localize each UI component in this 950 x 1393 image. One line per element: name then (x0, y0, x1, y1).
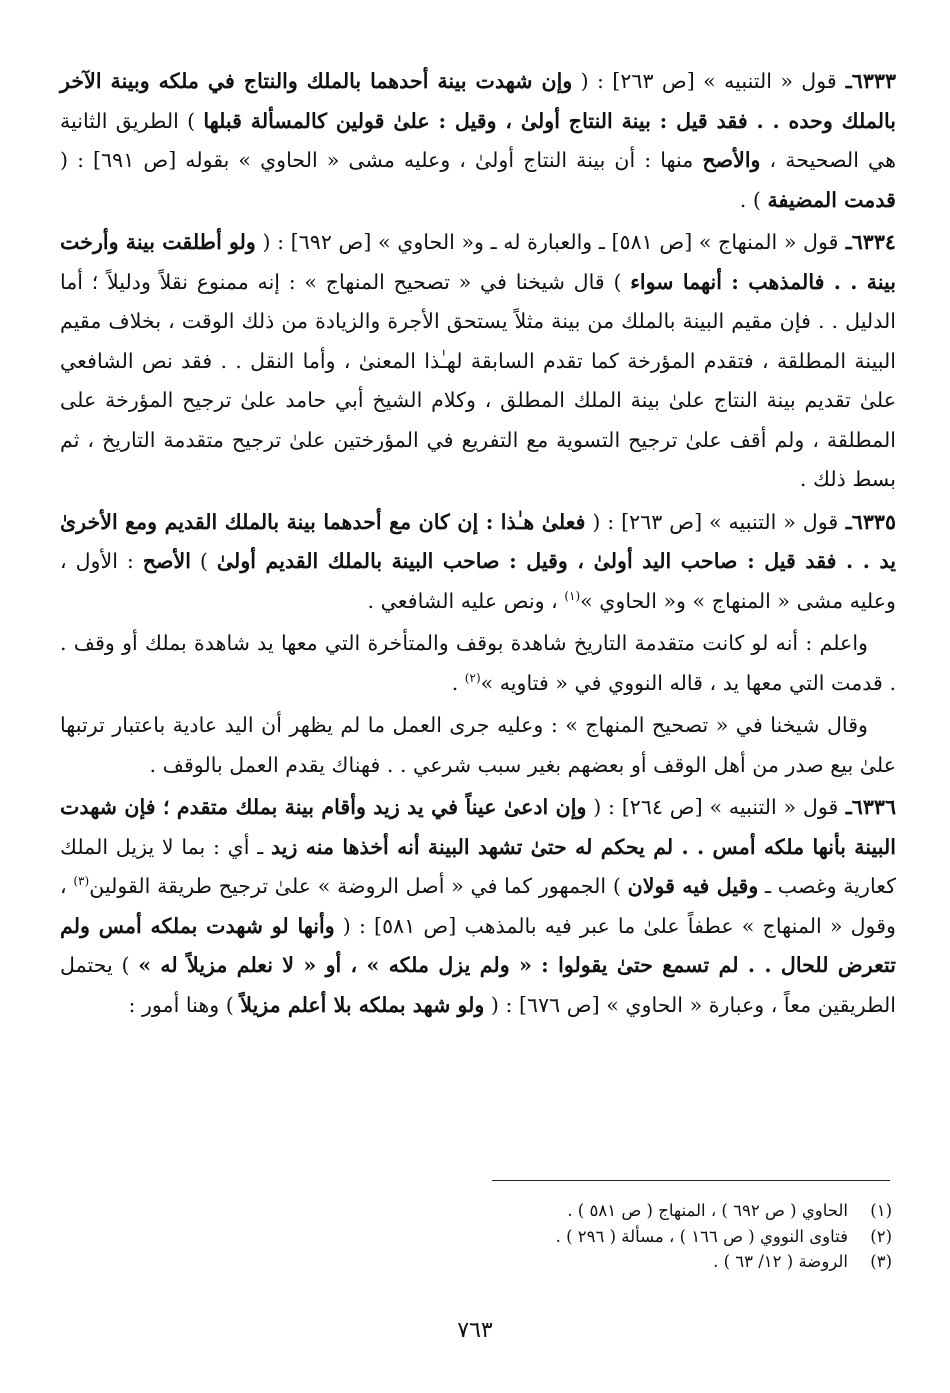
paragraph-p-waqal (60, 706, 896, 785)
text-segment: قول « التنبيه » [ص ٢٦٣] : ( (585, 509, 839, 534)
text-segment: ـ أي : بما لا يزيل الملك كعارية وغصب ـ (60, 834, 896, 898)
text-segment: قول « التنبيه » [ص ٢٦٤] : ( (586, 795, 839, 819)
bold-text-segment: وأنها لو شهدت بملكه أمس ولم تتعرض للحال . . لم تسمع حتىٰ يقولوا : « ولم يزل ملكه » ، أو « لا نعلم مزيلاً له » (60, 913, 896, 977)
footnotes (56, 1198, 892, 1275)
paragraph-p6335 (60, 503, 896, 622)
footnote-reference: (٢) (464, 670, 481, 685)
page-number: ٧٦٣ (457, 1318, 493, 1343)
footnote-2 (56, 1224, 892, 1250)
footnote-number: (٢) (870, 1226, 892, 1246)
footnote-separator (492, 1180, 890, 1181)
footnote-reference: (١) (564, 588, 581, 603)
bold-text-segment: ٦٣٣٣ـ (836, 69, 897, 93)
bold-text-segment: وإن ادعىٰ عيناً في يد زيد وأقام بينة بملك متقدم ؛ فإن شهدت البينة بأنها ملكه أمس . . لم يحكم له حتىٰ تشهد البينة أنه أخذها منه زيد (60, 795, 896, 859)
footnote-reference: (٣) (73, 874, 90, 889)
text-segment: ) وهنا أمور : (128, 992, 241, 1017)
bold-text-segment: والأصح (702, 148, 761, 172)
footnote-number: (١) (870, 1201, 892, 1220)
main-text (60, 62, 896, 1025)
text-segment: ) الطريق الثانية هي الصحيحة ، (60, 108, 896, 172)
footnote-text: فتاوى النووي ( ص ١٦٦ ) ، مسألة ( ٢٩٦ ) . (555, 1226, 848, 1246)
text-segment: ) يحتمل الطريقين معاً ، وعبارة « الحاوي » [ص ٦٧٦] : ( (60, 953, 896, 1017)
footnote-number: (٣) (870, 1252, 892, 1271)
bold-text-segment: ٦٣٣٥ـ (838, 509, 897, 534)
footnote-text: الحاوي ( ص ٦٩٢ ) ، المنهاج ( ص ٥٨١ ) . (567, 1201, 848, 1220)
text-segment: ، ونص عليه الشافعي . (367, 588, 565, 613)
paragraph-p6336 (60, 788, 896, 1025)
paragraph-p-waalam (60, 624, 896, 703)
bold-text-segment: ٦٣٣٦ـ (838, 795, 897, 819)
bold-text-segment: الأصح (142, 549, 191, 573)
text-segment: وقال شيخنا في « تصحيح المنهاج » : وعليه جرى العمل ما لم يظهر أن اليد عادية باعتبار ترتبها علىٰ بيع صدر من أهل الوقف أو بعضهم بغير سبب شرعي . . فهناك يقدم العمل بالوقف . (60, 713, 896, 777)
text-segment: : الأول ، وعليه مشى « المنهاج » و« الحاوي » (60, 549, 896, 613)
text-segment: ، وقول « المنهاج » عطفاً علىٰ ما عبر فيه بالمذهب [ص ٥٨١] : ( (60, 874, 896, 938)
bold-text-segment: وقيل فيه قولان (627, 874, 759, 898)
text-segment: واعلم : أنه لو كانت متقدمة التاريخ شاهدة بوقف والمتأخرة التي معها يد شاهدة بملك أو وقف . . قدمت التي معها يد ، قاله النووي في « فتاويه » (60, 631, 896, 695)
bold-text-segment: ٦٣٣٤ـ (838, 230, 896, 254)
text-segment: قول « المنهاج » [ص ٥٨١] ـ والعبارة له ـ و« الحاوي » [ص ٦٩٢] : ( (255, 230, 839, 254)
footnote-text: الروضة ( ١٢/ ٦٣ ) . (713, 1252, 848, 1271)
bold-text-segment: قدمت المضيفة (767, 187, 896, 212)
bold-text-segment: وإن شهدت بينة أحدهما بالملك والنتاج في ملكه وبينة الآخر بالملك وحده . . فقد قيل : بينة النتاج أولىٰ ، وقيل : علىٰ قولين كالمسألة قبلها (60, 69, 897, 133)
paragraph-p6334 (60, 223, 896, 500)
footnote-1 (56, 1198, 892, 1224)
text-segment: ) قال شيخنا في « تصحيح المنهاج » : إنه ممنوع نقلاً ودليلاً ؛ أما الدليل . . فإن مقيم البينة بالملك من بينة مثلاً يستحق الأجرة والزيادة من ذلك الوقت ، بخلاف مقيم البينة المطلقة ، فتقدم المؤرخة كما تقدم السابقة لهـٰذا المعنىٰ ، وأما النقل . . فقد نص الشافعي علىٰ تقديم بينة النتاج علىٰ بينة الملك المطلق ، وكلام الشيخ أبي حامد علىٰ ترجيح المؤرخة على المطلقة ، ولم أقف علىٰ ترجيح التسوية مع التفريع في المؤرختين علىٰ ترجيح متقدمة التاريخ ، ثم بسط ذلك . (60, 269, 896, 491)
bold-text-segment: ولو أطلقت بينة وأرخت بينة . . فالمذهب : أنهما سواء (60, 230, 896, 294)
text-segment: منها : أن بينة النتاج أولىٰ ، وعليه مشى « الحاوي » بقوله [ص ٦٩١] : ( (60, 148, 703, 172)
bold-text-segment: فعلىٰ هـٰذا : إن كان مع أحدهما بينة بالملك القديم ومع الأخرىٰ يد . . فقد قيل : صاحب اليد أولىٰ ، وقيل : صاحب البينة بالملك القديم أولىٰ (60, 509, 896, 573)
paragraph-p6333 (60, 62, 896, 220)
text-segment: ) الجمهور كما في « أصل الروضة » علىٰ ترجيح طريقة القولين (89, 874, 628, 898)
footnote-3 (56, 1249, 892, 1275)
bold-text-segment: ولو شهد بملكه بلا أعلم مزيلاً (240, 992, 485, 1017)
text-segment: ) (190, 549, 217, 573)
text-segment: ) . (739, 187, 768, 212)
text-segment: . (451, 670, 465, 695)
text-segment: قول « التنبيه » [ص ٢٦٣] : ( (572, 69, 837, 93)
